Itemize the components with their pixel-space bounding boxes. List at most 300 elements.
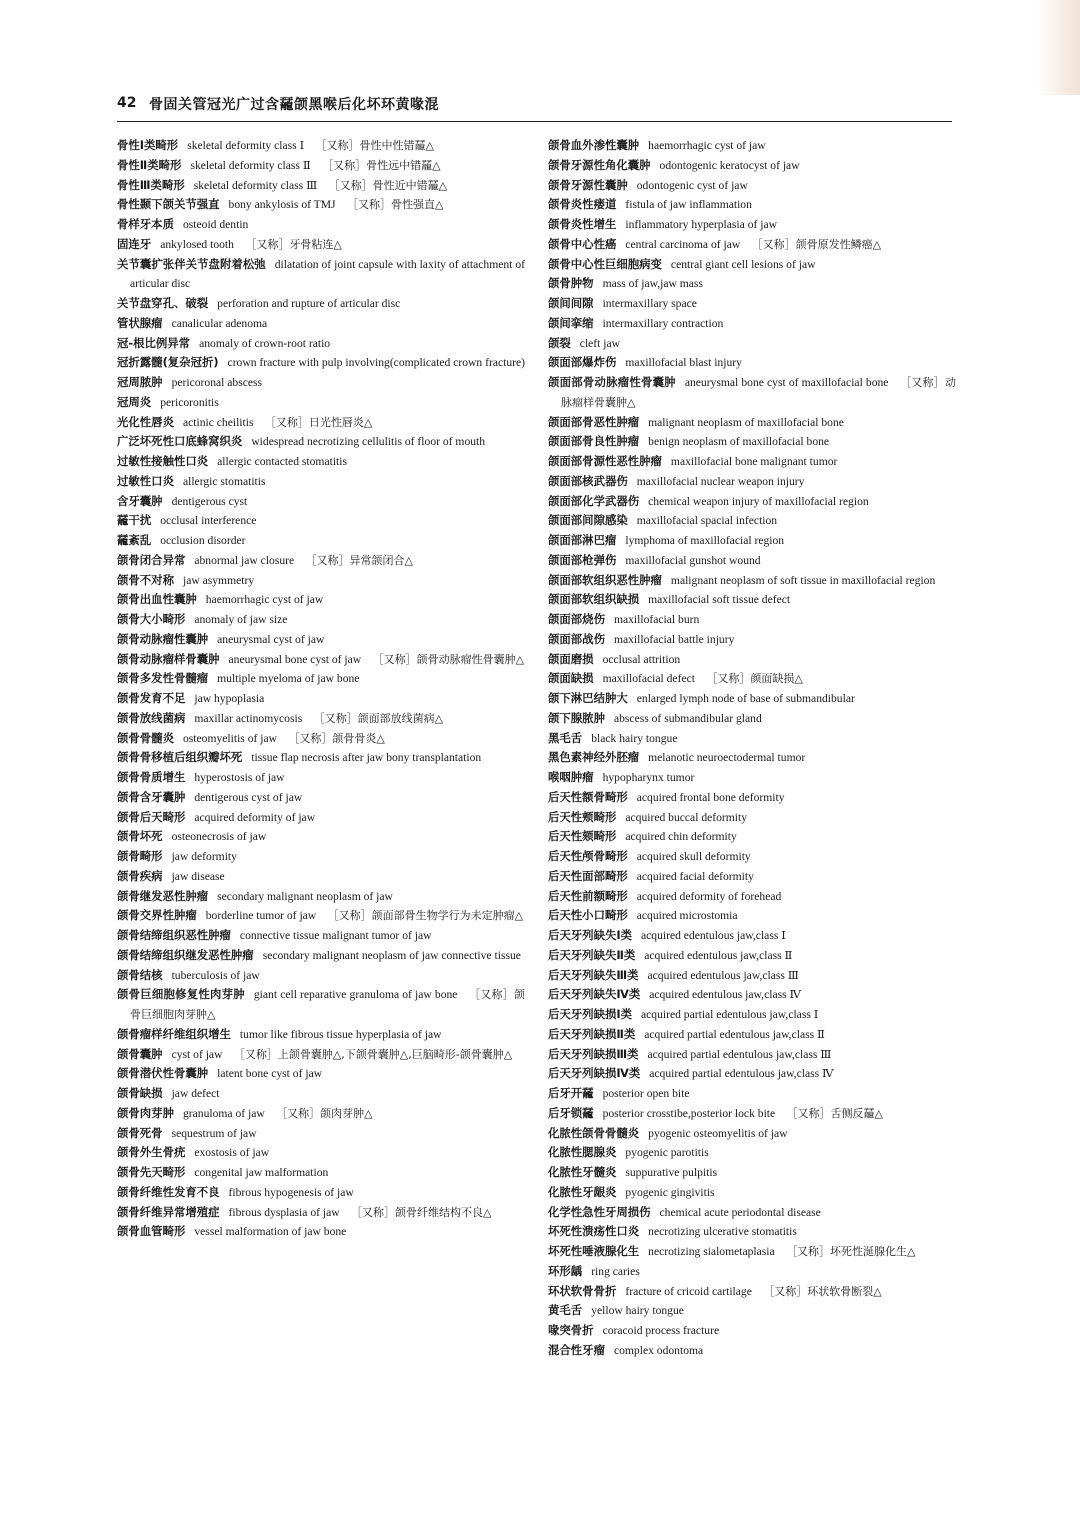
entry-term: 颌面部骨动脉瘤性骨囊肿 [548,375,676,389]
entry-term: 黑色素神经外胚瘤 [548,750,640,765]
entry-term: 颌骨肉芽肿 [117,1105,174,1120]
entry-term: 后天牙列缺损Ⅱ类 [548,1026,636,1041]
entry-english: hypopharynx tumor [602,771,695,784]
entry-term: 颌骨发育不足 [117,691,186,705]
entry-english: occlusal interference [160,514,257,528]
entry-english: canalicular adenoma [171,316,268,330]
entry-term: 骨性颞下颌关节强直 [117,197,220,212]
entry-english: inflammatory hyperplasia of jaw [625,218,777,231]
entry-term: 环形龋 [548,1263,583,1278]
entry-english: osteoid dentin [182,218,249,231]
entry-term: 冠周脓肿 [117,375,163,389]
entry-term: 颌骨结核 [117,967,163,982]
entry-synonym: ［又称］上颌骨囊肿△,下颌骨囊肿△,巨脑畸形-颌骨囊肿△ [233,1047,513,1061]
glossary-entry [117,393,525,413]
entry-term: 化脓性牙龈炎 [548,1184,617,1199]
page-edge-shading [1038,0,1080,95]
entry-english: connective tissue malignant tumor of jaw [239,929,432,942]
entry-term: 骨性Ⅱ类畸形 [117,157,182,172]
entry-term: 颌面磨损 [548,651,594,666]
entry-synonym: ［又称］骨性近中错䶬△ [328,178,448,192]
entry-english: maxillofacial defect [602,672,695,686]
glossary-entry [548,235,956,255]
entry-english: aneurysmal bone cyst of maxillofacial bone [684,376,889,389]
entry-english: borderline tumor of jaw [205,909,317,923]
entry-english: dentigerous cyst of jaw [194,790,303,804]
glossary-entry [548,511,956,531]
entry-synonym: ［又称］日光性唇炎△ [264,415,373,429]
entry-english: necrotizing sialometaplasia [648,1245,775,1258]
glossary-entry [117,827,525,847]
entry-term: 颌骨中心性巨细胞病变 [548,256,662,271]
glossary-entry [117,373,525,393]
entry-term: 颌骨瘤样纤维组织增生 [117,1026,231,1041]
entry-term: 颌间间隙 [548,296,594,310]
glossary-entry [548,531,956,551]
glossary-entry [117,1025,525,1045]
entry-term: 颌骨外生骨疣 [117,1145,186,1160]
glossary-entry [117,650,525,670]
entry-term: 坏死性唾液腺化生 [548,1244,640,1258]
entry-term: 喉咽肿瘤 [548,770,594,784]
glossary-entry [548,1104,956,1124]
entry-english: granuloma of jaw [182,1106,265,1120]
glossary-entry [548,195,956,215]
glossary-entry [548,452,956,472]
entry-term: 颌面部化学武器伤 [548,493,640,508]
entry-english: osteomyelitis of jaw [182,731,277,745]
entry-term: 后天性颅骨畸形 [548,849,628,863]
entry-english: suppurative pulpitis [625,1166,718,1179]
glossary-entry [117,709,525,729]
entry-english: acquired chin deformity [625,830,737,844]
entry-term: 颌骨牙源性角化囊肿 [548,157,651,172]
glossary-entry [548,1064,956,1084]
glossary-entry [117,432,525,452]
glossary-entry [548,1222,956,1242]
entry-english: acquired partial edentulous jaw,class Ⅱ [644,1027,825,1041]
entry-term: 颌骨炎性增生 [548,217,617,231]
entry-term: 颌裂 [548,335,571,350]
entry-term: 后天牙列缺损Ⅲ类 [548,1046,639,1061]
entry-term: 颌骨肿物 [548,276,594,291]
entry-english: secondary malignant neoplasm of jaw [217,889,393,903]
entry-synonym: ［又称］动脉瘤样骨囊肿△ [561,376,956,409]
entry-english: aneurysmal cyst of jaw [217,632,325,646]
glossary-entry [117,294,525,314]
entry-english: pyogenic gingivitis [625,1185,715,1199]
entry-english: chemical weapon injury of maxillofacial region [648,494,869,508]
glossary-entry [117,413,525,433]
entry-term: 颌骨骨移植后组织瓣坏死 [117,750,243,765]
glossary-entry [548,669,956,689]
entry-english: abnormal jaw closure [194,553,295,567]
entry-english: black hairy tongue [591,731,678,745]
entry-term: 颌骨先天畸形 [117,1165,186,1179]
glossary-entry [117,808,525,828]
glossary-entry [117,985,525,1025]
entry-synonym: ［又称］环状软骨断裂△ [763,1284,882,1298]
entry-term: 化脓性牙髓炎 [548,1165,617,1179]
glossary-entry [548,709,956,729]
glossary-entry [117,1124,525,1144]
entry-synonym: ［又称］颌面部骨生物学行为未定肿瘤△ [327,909,524,923]
glossary-entry [548,156,956,176]
glossary-entry [548,926,956,946]
entry-english: aneurysmal bone cyst of jaw [228,652,362,666]
entry-english: maxillofacial soft tissue defect [648,593,791,607]
entry-english: dentigerous cyst [171,494,248,508]
entry-term: 颌骨畸形 [117,849,163,863]
entry-english: skeletal deformity class Ⅱ [190,158,311,172]
entry-english: tumor like fibrous tissue hyperplasia of jaw [239,1027,442,1041]
glossary-entry [548,590,956,610]
glossary-entry [117,235,525,255]
entry-term: 骨性Ⅰ类畸形 [117,138,179,152]
glossary-entry [548,176,956,196]
entry-term: 后天牙列缺失Ⅰ类 [548,928,632,942]
entry-term: 后天性颏畸形 [548,829,617,844]
entry-synonym: ［又称］坏死性涎腺化生△ [786,1245,916,1258]
entry-english: enlarged lymph node of base of submandibular [636,692,855,705]
glossary-entry [548,1143,956,1163]
entry-term: 颌骨动脉瘤性囊肿 [117,631,209,646]
glossary-entry [548,1025,956,1045]
glossary-entry [117,215,525,235]
entry-term: 颌面部核武器伤 [548,473,628,488]
glossary-entry [548,373,956,413]
entry-term: 颌骨含牙囊肿 [117,789,186,804]
glossary-entry [548,1341,956,1361]
glossary-entry [548,966,956,986]
glossary-entry [548,1203,956,1223]
glossary-entry [548,946,956,966]
glossary-entry [117,768,525,788]
entry-english: tuberculosis of jaw [171,968,260,982]
entry-synonym: ［又称］颌面部放线菌病△ [313,711,444,725]
glossary-entry [548,788,956,808]
entry-term: 颌面缺损 [548,671,594,686]
entry-english: acquired frontal bone deformity [636,790,785,804]
entry-english: intermaxillary space [602,297,697,310]
entry-english: chemical acute periodontal disease [659,1205,821,1219]
entry-english: multiple myeloma of jaw bone [217,672,360,686]
entry-english: sequestrum of jaw [171,1126,257,1140]
glossary-entry [117,946,525,966]
entry-english: maxillofacial burn [613,613,700,626]
entry-term: 颌骨巨细胞修复性肉芽肿 [117,987,245,1002]
right-column [548,136,956,1361]
entry-term: 颌骨炎性瘘道 [548,197,617,212]
entry-term: 颌面部爆炸伤 [548,355,617,370]
entry-term: 过敏性口炎 [117,473,174,488]
glossary-entry [117,887,525,907]
glossary-entry [117,788,525,808]
glossary-entry [117,1104,525,1124]
glossary-entry [548,1124,956,1144]
glossary-entry [548,887,956,907]
glossary-entry [548,314,956,334]
entry-term: 颌面部骨恶性肿瘤 [548,414,640,429]
entry-term: 䶬紊乱 [117,533,152,547]
entry-term: 颌面部骨源性恶性肿瘤 [548,454,662,468]
entry-synonym: ［又称］颌骨巨细胞肉芽肿△ [130,988,525,1021]
entry-english: perforation and rupture of articular disc [217,297,401,310]
glossary-entry [117,1183,525,1203]
entry-term: 环状软骨骨折 [548,1283,617,1298]
entry-term: 颌骨坏死 [117,829,163,844]
entry-english: tissue flap necrosis after jaw bony transplantation [251,751,482,765]
entry-term: 颌骨纤维异常增殖症 [117,1204,220,1219]
entry-english: acquired partial edentulous jaw,class Ⅲ [647,1047,832,1061]
entry-english: odontogenic cyst of jaw [636,178,748,192]
entry-term: 黑毛舌 [548,730,583,745]
entry-english: yellow hairy tongue [591,1304,684,1318]
entry-english: hyperostosis of jaw [194,771,285,784]
entry-english: intermaxillary contraction [602,316,724,330]
entry-english: complex odontoma [613,1343,704,1357]
glossary-entry [548,729,956,749]
entry-english: fibrous dysplasia of jaw [228,1205,340,1219]
glossary-entry [117,195,525,215]
entry-synonym: ［又称］舌侧反䶬△ [786,1106,884,1120]
entry-term: 颌骨动脉瘤样骨囊肿 [117,651,220,666]
entry-synonym: ［又称］颜面缺损△ [706,672,803,686]
entry-english: exostosis of jaw [194,1146,270,1160]
entry-english: jaw defect [171,1087,220,1100]
glossary-entry [548,650,956,670]
glossary-entry [548,472,956,492]
entry-english: jaw disease [171,869,225,883]
entry-term: 颌骨继发恶性肿瘤 [117,888,209,903]
entry-english: odontogenic keratocyst of jaw [659,158,800,172]
entry-synonym: ［又称］牙骨粘连△ [245,237,342,251]
entry-english: maxillofacial bone malignant tumor [670,455,838,468]
entry-term: 颌骨骨髓炎 [117,730,174,745]
entry-term: 颌骨纤维性发育不良 [117,1184,220,1199]
glossary-entry [117,1045,525,1065]
entry-term: 黄毛舌 [548,1303,583,1318]
entry-english: actinic cheilitis [182,415,254,429]
glossary-entry [548,867,956,887]
entry-term: 后天牙列缺损Ⅰ类 [548,1007,632,1021]
entry-term: 颌骨潜伏性骨囊肿 [117,1066,209,1081]
entry-term: 坏死性溃疡性口炎 [548,1224,640,1239]
glossary-entry [548,1183,956,1203]
glossary-entry [117,669,525,689]
glossary-entry [117,452,525,472]
glossary-entry [117,689,525,709]
glossary-entry [117,353,525,373]
entry-english: acquired edentulous jaw,class Ⅰ [640,929,786,942]
glossary-entry [548,1282,956,1302]
entry-term: 关节盘穿孔、破裂 [117,296,209,310]
entry-term: 颌骨出血性囊肿 [117,592,197,607]
entry-english: bony ankylosis of TMJ [228,198,336,212]
entry-synonym: ［又称］颌骨骨炎△ [288,731,385,745]
entry-term: 冠周炎 [117,394,152,409]
entry-term: 颌骨缺损 [117,1086,163,1100]
entry-synonym: ［又称］骨性远中错䶬△ [322,158,441,172]
entry-english: acquired deformity of jaw [194,810,316,824]
entry-english: benign neoplasm of maxillofacial bone [648,435,830,449]
entry-english: maxillofacial blast injury [625,356,742,370]
entry-term: 颌面部淋巴瘤 [548,533,617,547]
entry-english: acquired partial edentulous jaw,class Ⅰ [640,1008,819,1021]
entry-english: cleft jaw [579,336,621,350]
glossary-entry [117,472,525,492]
glossary-entry [548,1262,956,1282]
entry-term: 冠-根比例异常 [117,335,191,350]
entry-term: 关节囊扩张伴关节盘附着松弛 [117,256,266,271]
running-head: 骨固关管冠光广过含䶬颌黑喉后化坏环黄喙混 [149,97,439,113]
glossary-entry [117,1222,525,1242]
glossary-entry [117,1203,525,1223]
entry-english: pericoronitis [160,395,219,409]
entry-english: dilatation of joint capsule with laxity of attachment of articular disc [130,257,525,291]
glossary-entry [548,136,956,156]
entry-english: occlusal attrition [602,652,681,666]
entry-term: 后天牙列缺损Ⅳ类 [548,1066,641,1081]
glossary-entry [548,1242,956,1262]
page-number: 42 [117,95,137,111]
entry-english: skeletal deformity class Ⅲ [193,178,318,192]
glossary-entry [548,1321,956,1341]
glossary-entry [117,966,525,986]
entry-english: maxillar actinomycosis [194,711,303,725]
entry-term: 颌骨大小畸形 [117,612,186,626]
glossary-entry [117,867,525,887]
entry-synonym: ［又称］颌骨动脉瘤性骨囊肿△ [372,652,525,666]
glossary-entry [117,590,525,610]
glossary-entry [548,353,956,373]
entry-english: central giant cell lesions of jaw [670,257,816,271]
entry-synonym: ［又称］骨性强直△ [346,198,444,212]
glossary-entry [117,847,525,867]
entry-term: 颌下腺脓肿 [548,710,605,725]
glossary-entry [548,334,956,354]
entry-english: malignant neoplasm of soft tissue in maxillofacial region [670,573,936,587]
glossary-entry [548,610,956,630]
glossary-entry [548,215,956,235]
entry-term: 化学性急性牙周损伤 [548,1204,651,1219]
entry-english: cyst of jaw [171,1047,223,1061]
entry-term: 冠折露髓(复杂冠折) [117,355,219,370]
entry-term: 喙突骨折 [548,1323,594,1337]
entry-term: 后天性额骨畸形 [548,789,628,804]
entry-english: abscess of submandibular gland [613,711,762,725]
entry-english: pyogenic osteomyelitis of jaw [648,1126,788,1140]
entry-term: 颌骨骨质增生 [117,770,186,784]
entry-english: maxillofacial battle injury [613,632,735,646]
entry-english: secondary malignant neoplasm of jaw connective tissue [262,948,521,962]
entry-term: 颌面部战伤 [548,631,605,646]
entry-english: acquired facial deformity [636,869,754,883]
glossary-entry [117,630,525,650]
glossary-entry [117,748,525,768]
entry-english: posterior open bite [602,1087,690,1100]
glossary-entry [548,255,956,275]
entry-term: 骨性Ⅲ类畸形 [117,177,185,192]
entry-english: jaw deformity [171,850,237,863]
entry-term: 颌骨交界性肿瘤 [117,908,197,923]
entry-term: 颌骨结缔组织继发恶性肿瘤 [117,947,254,962]
entry-term: 颌骨放线菌病 [117,710,186,725]
entry-term: 颌面部软组织恶性肿瘤 [548,572,662,587]
glossary-entry [117,176,525,196]
glossary-entry [117,156,525,176]
entry-term: 管状腺瘤 [117,315,163,330]
entry-english: allergic contacted stomatitis [217,455,347,468]
entry-term: 后天性面部畸形 [548,868,628,883]
glossary-entry [117,1084,525,1104]
glossary-entry [548,808,956,828]
entry-synonym: ［又称］骨性中性错䶬△ [315,139,435,152]
entry-term: 光化性唇炎 [117,414,174,429]
entry-term: 含牙囊肿 [117,493,163,508]
entry-term: 后天性颊畸形 [548,809,617,824]
glossary-entry [548,847,956,867]
entry-term: 后天性前额畸形 [548,888,628,903]
entry-term: 混合性牙瘤 [548,1342,605,1357]
entry-term: 骨样牙本质 [117,217,174,231]
glossary-entry [548,1163,956,1183]
entry-synonym: ［又称］颌骨纤维结构不良△ [351,1205,492,1219]
entry-english: acquired deformity of forehead [636,889,782,903]
entry-english: acquired edentulous jaw,class Ⅲ [647,968,799,982]
entry-term: 颌骨后天畸形 [117,809,186,824]
entry-english: acquired partial edentulous jaw,class Ⅳ [649,1067,834,1081]
entry-english: melanotic neuroectodermal tumor [648,751,806,765]
entry-english: vessel malformation of jaw bone [194,1225,347,1239]
entry-english: ankylosed tooth [160,237,234,251]
glossary-entry [117,1064,525,1084]
glossary-entry [548,630,956,650]
entry-term: 颌下淋巴结肿大 [548,691,628,705]
glossary-entry [548,551,956,571]
entry-english: pyogenic parotitis [625,1146,709,1160]
entry-term: 化脓性腮腺炎 [548,1145,617,1160]
entry-english: acquired edentulous jaw,class Ⅱ [644,948,793,962]
entry-english: posterior crosstibe,posterior lock bite [602,1106,776,1120]
glossary-entry [117,610,525,630]
entry-english: malignant neoplasm of maxillofacial bone [648,415,844,429]
entry-english: acquired edentulous jaw,class Ⅳ [649,988,802,1002]
entry-english: maxillofacial gunshot wound [625,553,761,567]
glossary-entry [548,1045,956,1065]
entry-english: crown fracture with pulp involving(complicated crown fracture) [227,356,526,370]
entry-term: 固连牙 [117,236,152,251]
entry-english: fibrous hypogenesis of jaw [228,1185,354,1199]
glossary-entry [117,314,525,334]
glossary-entry [548,571,956,591]
glossary-entry [117,492,525,512]
entry-english: acquired microstomia [636,909,738,923]
entry-term: 颌骨血管畸形 [117,1224,186,1239]
entry-term: 颌面部烧伤 [548,612,605,626]
entry-english: acquired buccal deformity [625,810,748,824]
entry-term: 过敏性接触性口炎 [117,454,209,468]
glossary-entry [548,689,956,709]
entry-english: haemorrhagic cyst of jaw [205,593,324,607]
glossary-entry [548,413,956,433]
entry-term: 后牙锁䶬 [548,1105,594,1120]
entry-term: 颌面部间隙感染 [548,513,628,528]
entry-english: jaw asymmetry [182,573,255,587]
entry-english: skeletal deformity class Ⅰ [187,139,305,152]
glossary-entry [117,1143,525,1163]
entry-term: 后天牙列缺失Ⅲ类 [548,967,639,982]
